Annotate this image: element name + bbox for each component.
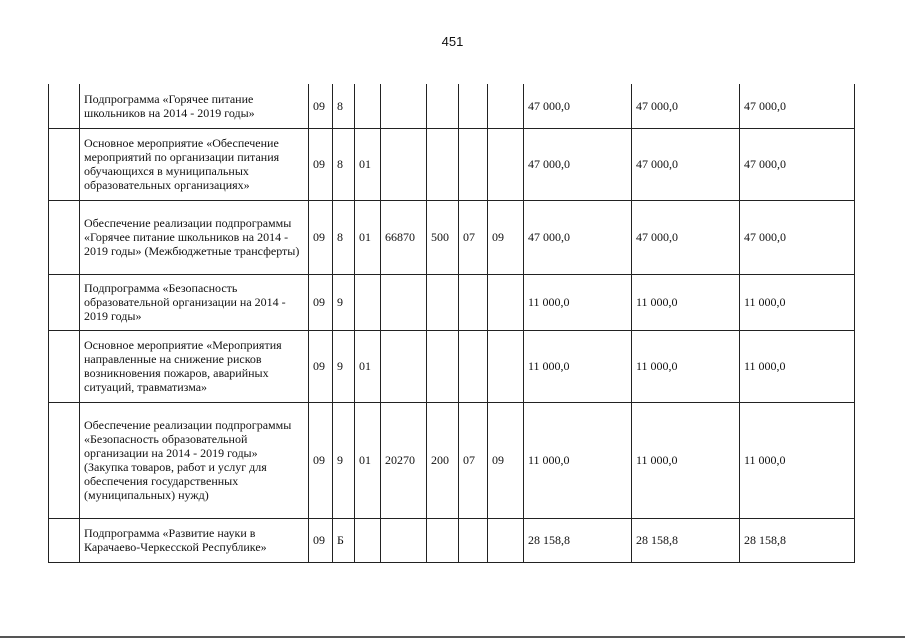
description-cell: Подпрограмма «Безопасность образовательной организации на 2014 - 2019 годы» bbox=[80, 274, 309, 330]
description-cell: Подпрограмма «Развитие науки в Карачаево-Черкесской Республике» bbox=[80, 518, 309, 562]
amount-cell: 11 000,0 bbox=[524, 402, 632, 518]
code-cell: 01 bbox=[355, 402, 381, 518]
amount-cell: 11 000,0 bbox=[632, 330, 740, 402]
table-row bbox=[49, 518, 855, 562]
amount-cell: 47 000,0 bbox=[632, 84, 740, 128]
code-cell bbox=[427, 518, 459, 562]
description-cell: Подпрограмма «Горячее питание школьников на 2014 - 2019 годы» bbox=[80, 84, 309, 128]
description-cell: Обеспечение реализации подпрограммы «Горячее питание школьников на 2014 - 2019 годы» (Межбюджетные трансферты) bbox=[80, 200, 309, 274]
page-number: 451 bbox=[441, 34, 464, 49]
amount-cell: 47 000,0 bbox=[740, 128, 855, 200]
code-cell bbox=[355, 84, 381, 128]
code-cell bbox=[381, 330, 427, 402]
code-cell bbox=[427, 330, 459, 402]
code-cell: 09 bbox=[309, 128, 333, 200]
amount-cell: 28 158,8 bbox=[740, 518, 855, 562]
code-cell: 07 bbox=[459, 402, 488, 518]
code-cell: 01 bbox=[355, 128, 381, 200]
code-cell bbox=[488, 518, 524, 562]
code-cell bbox=[355, 518, 381, 562]
code-cell bbox=[355, 274, 381, 330]
budget-table bbox=[48, 84, 855, 563]
table-row bbox=[49, 402, 855, 518]
code-cell bbox=[381, 84, 427, 128]
amount-cell: 47 000,0 bbox=[740, 200, 855, 274]
code-cell: 200 bbox=[427, 402, 459, 518]
code-cell: 8 bbox=[333, 128, 355, 200]
code-cell bbox=[381, 128, 427, 200]
code-cell: 66870 bbox=[381, 200, 427, 274]
code-cell: 09 bbox=[488, 402, 524, 518]
code-cell bbox=[381, 274, 427, 330]
code-cell: 9 bbox=[333, 274, 355, 330]
code-cell: 20270 bbox=[381, 402, 427, 518]
row-index-cell bbox=[49, 200, 80, 274]
code-cell bbox=[488, 330, 524, 402]
code-cell bbox=[459, 84, 488, 128]
code-cell bbox=[459, 128, 488, 200]
code-cell bbox=[488, 128, 524, 200]
code-cell: 09 bbox=[309, 274, 333, 330]
table-row bbox=[49, 128, 855, 200]
code-cell: 07 bbox=[459, 200, 488, 274]
code-cell: 09 bbox=[309, 518, 333, 562]
code-cell bbox=[488, 84, 524, 128]
amount-cell: 47 000,0 bbox=[524, 200, 632, 274]
amount-cell: 11 000,0 bbox=[740, 330, 855, 402]
code-cell: 8 bbox=[333, 84, 355, 128]
code-cell: 8 bbox=[333, 200, 355, 274]
amount-cell: 47 000,0 bbox=[524, 84, 632, 128]
row-index-cell bbox=[49, 84, 80, 128]
amount-cell: 11 000,0 bbox=[740, 274, 855, 330]
code-cell: 500 bbox=[427, 200, 459, 274]
code-cell bbox=[427, 84, 459, 128]
amount-cell: 11 000,0 bbox=[632, 402, 740, 518]
amount-cell: 11 000,0 bbox=[740, 402, 855, 518]
amount-cell: 47 000,0 bbox=[524, 128, 632, 200]
amount-cell: 47 000,0 bbox=[632, 128, 740, 200]
amount-cell: 11 000,0 bbox=[632, 274, 740, 330]
amount-cell: 11 000,0 bbox=[524, 330, 632, 402]
amount-cell: 11 000,0 bbox=[524, 274, 632, 330]
amount-cell: 47 000,0 bbox=[632, 200, 740, 274]
code-cell bbox=[459, 330, 488, 402]
row-index-cell bbox=[49, 518, 80, 562]
scan-edge-line bbox=[0, 636, 905, 638]
code-cell bbox=[459, 274, 488, 330]
code-cell: 01 bbox=[355, 330, 381, 402]
amount-cell: 28 158,8 bbox=[524, 518, 632, 562]
row-index-cell bbox=[49, 330, 80, 402]
amount-cell: 47 000,0 bbox=[740, 84, 855, 128]
code-cell bbox=[427, 128, 459, 200]
code-cell: Б bbox=[333, 518, 355, 562]
description-cell: Основное мероприятие «Обеспечение мероприятий по организации питания обучающихся в муниципальных образовательных организациях» bbox=[80, 128, 309, 200]
code-cell: 09 bbox=[309, 84, 333, 128]
table-row bbox=[49, 274, 855, 330]
description-cell: Основное мероприятие «Мероприятия направленные на снижение рисков возникновения пожаров, аварийных ситуаций, травматизма» bbox=[80, 330, 309, 402]
code-cell bbox=[488, 274, 524, 330]
code-cell: 01 bbox=[355, 200, 381, 274]
row-index-cell bbox=[49, 128, 80, 200]
code-cell: 09 bbox=[309, 402, 333, 518]
code-cell: 9 bbox=[333, 330, 355, 402]
code-cell: 09 bbox=[309, 330, 333, 402]
code-cell bbox=[459, 518, 488, 562]
amount-cell: 28 158,8 bbox=[632, 518, 740, 562]
table-row bbox=[49, 330, 855, 402]
code-cell bbox=[427, 274, 459, 330]
row-index-cell bbox=[49, 274, 80, 330]
code-cell: 09 bbox=[309, 200, 333, 274]
table-row bbox=[49, 84, 855, 128]
description-cell: Обеспечение реализации подпрограммы «Безопасность образовательной организации на 2014 - 2019 годы» (Закупка товаров, работ и услуг для обеспечения государственных (муниципальных) нужд) bbox=[80, 402, 309, 518]
code-cell: 9 bbox=[333, 402, 355, 518]
code-cell bbox=[381, 518, 427, 562]
table-row bbox=[49, 200, 855, 274]
row-index-cell bbox=[49, 402, 80, 518]
code-cell: 09 bbox=[488, 200, 524, 274]
